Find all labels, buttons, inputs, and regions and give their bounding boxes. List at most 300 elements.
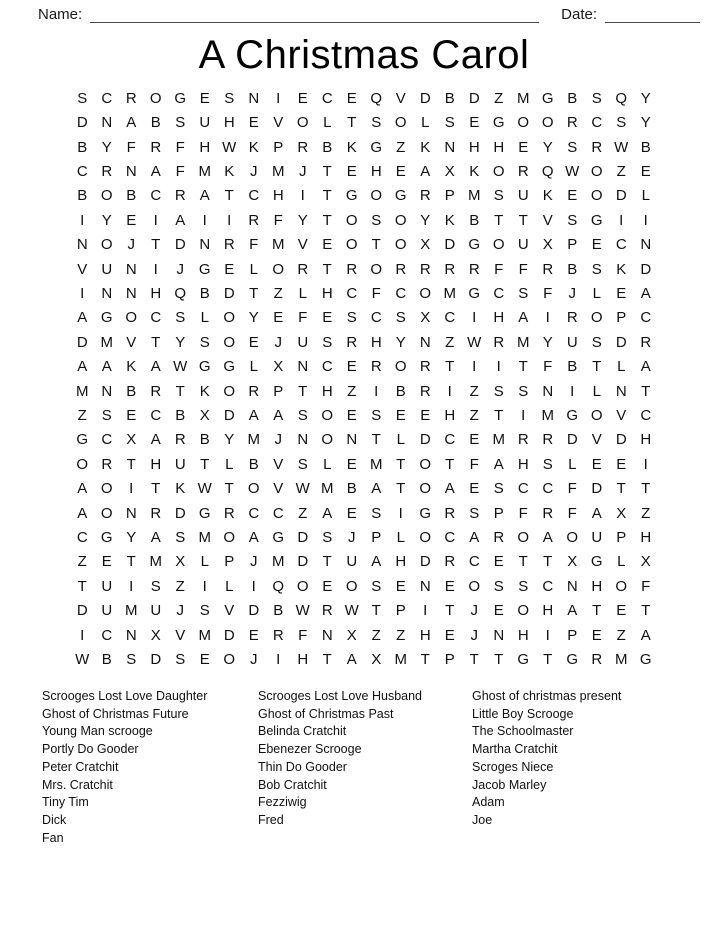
word-list-column [472, 688, 728, 848]
grid-letter: S [493, 577, 504, 595]
grid-letter: E [420, 406, 431, 424]
grid-letter: R [419, 187, 431, 205]
grid-letter: N [297, 431, 309, 449]
grid-letter: A [77, 504, 88, 522]
grid-letter: B [444, 89, 455, 107]
grid-letter: G [590, 211, 603, 229]
grid-letter: R [272, 626, 284, 644]
grid-letter: X [616, 504, 627, 522]
grid-letter: R [174, 187, 186, 205]
grid-letter: E [395, 162, 406, 180]
grid-letter: I [129, 577, 134, 595]
grid-letter: P [616, 529, 627, 547]
grid-letter: N [101, 382, 113, 400]
grid-letter: R [297, 260, 309, 278]
grid-letter: A [248, 406, 259, 424]
grid-letter: H [150, 284, 162, 302]
grid-letter: E [591, 455, 602, 473]
grid-letter: X [199, 406, 210, 424]
grid-letter: S [591, 89, 602, 107]
worksheet-header [0, 0, 728, 24]
grid-letter: Q [174, 284, 187, 302]
grid-letter: C [150, 309, 162, 327]
grid-letter: U [101, 260, 113, 278]
grid-letter: D [248, 602, 260, 620]
grid-letter: E [248, 114, 259, 132]
grid-letter: A [640, 284, 651, 302]
grid-letter: L [249, 358, 258, 376]
grid-letter: K [126, 358, 137, 376]
grid-letter: F [298, 309, 308, 327]
grid-letter: A [640, 358, 651, 376]
grid-letter: T [151, 480, 161, 498]
grid-letter: G [639, 651, 652, 669]
grid-letter: G [468, 284, 481, 302]
grid-letter: Y [640, 89, 651, 107]
grid-letter: O [566, 529, 579, 547]
grid-letter: G [272, 529, 285, 547]
grid-letter: E [101, 553, 112, 571]
grid-letter: S [199, 333, 210, 351]
grid-letter: B [77, 138, 88, 156]
word-list-item: Fezziwig [258, 795, 307, 810]
grid-letter: M [615, 651, 628, 669]
grid-letter: O [492, 236, 505, 254]
grid-letter: O [321, 406, 334, 424]
grid-letter: T [322, 260, 332, 278]
word-list-item: Young Man scrooge [42, 724, 153, 739]
grid-letter: N [566, 577, 578, 595]
grid-letter: I [472, 358, 477, 376]
grid-letter: O [419, 284, 432, 302]
grid-letter: R [591, 651, 603, 669]
grid-letter: G [541, 89, 554, 107]
grid-letter: T [445, 602, 455, 620]
grid-letter: Z [396, 626, 406, 644]
grid-letter: S [101, 406, 112, 424]
grid-letter: H [370, 162, 382, 180]
grid-letter: R [297, 138, 309, 156]
grid-letter: R [248, 211, 260, 229]
grid-letter: B [101, 651, 112, 669]
grid-letter: X [567, 553, 578, 571]
grid-letter: G [370, 138, 383, 156]
grid-letter: W [344, 602, 359, 620]
grid-letter: E [616, 602, 627, 620]
grid-letter: U [174, 455, 186, 473]
grid-letter: R [419, 260, 431, 278]
grid-letter: K [199, 382, 210, 400]
grid-letter: C [248, 187, 260, 205]
grid-letter: Q [615, 89, 628, 107]
grid-letter: K [346, 138, 357, 156]
grid-letter: D [76, 114, 88, 132]
grid-letter: O [370, 260, 383, 278]
grid-letter: O [370, 187, 383, 205]
word-list-item: Scrooges Lost Love Husband [258, 688, 422, 703]
word-list-column [258, 688, 472, 848]
grid-letter: B [248, 455, 259, 473]
grid-letter: J [176, 602, 184, 620]
grid-letter: O [149, 89, 162, 107]
grid-letter: L [323, 114, 332, 132]
grid-letter: O [223, 651, 236, 669]
grid-letter: B [395, 382, 406, 400]
grid-letter: T [445, 455, 455, 473]
grid-letter: Y [542, 333, 553, 351]
grid-letter: F [273, 211, 283, 229]
grid-letter: Z [641, 504, 651, 522]
word-list-item: Portly Do Gooder [42, 742, 139, 756]
grid-letter: A [150, 162, 161, 180]
grid-letter: E [640, 162, 651, 180]
grid-letter: X [444, 162, 455, 180]
grid-letter: S [150, 577, 161, 595]
grid-letter: E [493, 602, 504, 620]
grid-letter: D [468, 89, 480, 107]
grid-letter: R [150, 504, 162, 522]
grid-letter: R [150, 138, 162, 156]
grid-letter: F [543, 284, 553, 302]
grid-letter: R [101, 162, 113, 180]
word-list-item: Adam [472, 795, 505, 810]
grid-letter: J [250, 651, 258, 669]
grid-letter: E [346, 358, 357, 376]
grid-letter: R [101, 455, 113, 473]
grid-letter: M [149, 553, 162, 571]
grid-letter: B [567, 358, 578, 376]
grid-letter: V [591, 431, 602, 449]
grid-letter: D [615, 333, 627, 351]
grid-letter: Z [298, 504, 308, 522]
grid-letter: M [272, 553, 285, 571]
grid-letter: N [125, 260, 137, 278]
name-fill-line[interactable] [90, 8, 539, 23]
grid-letter: V [542, 211, 553, 229]
grid-letter: R [566, 114, 578, 132]
grid-letter: K [224, 162, 235, 180]
grid-letter: L [641, 187, 650, 205]
grid-letter: K [444, 211, 455, 229]
grid-letter: O [76, 455, 89, 473]
grid-letter: B [126, 187, 137, 205]
grid-letter: S [469, 504, 480, 522]
grid-letter: I [251, 577, 256, 595]
grid-letter: T [396, 455, 406, 473]
grid-letter: X [420, 309, 431, 327]
grid-letter: H [542, 602, 554, 620]
grid-letter: I [643, 455, 648, 473]
grid-letter: S [346, 309, 357, 327]
grid-letter: T [396, 480, 406, 498]
grid-letter: F [175, 162, 185, 180]
grid-letter: H [640, 431, 652, 449]
grid-letter: Z [616, 162, 626, 180]
grid-letter: L [396, 529, 405, 547]
grid-letter: S [371, 406, 382, 424]
grid-letter: G [198, 260, 211, 278]
word-list [0, 688, 728, 848]
grid-letter: T [445, 358, 455, 376]
grid-letter: E [591, 626, 602, 644]
word-list-item: Thin Do Gooder [258, 759, 347, 774]
grid-letter: D [174, 236, 186, 254]
grid-letter: E [273, 309, 284, 327]
grid-letter: W [295, 480, 310, 498]
grid-letter: B [199, 431, 210, 449]
date-fill-line[interactable] [605, 8, 700, 23]
grid-letter: A [150, 431, 161, 449]
grid-letter: A [346, 651, 357, 669]
grid-letter: P [444, 187, 455, 205]
grid-letter: R [419, 382, 431, 400]
grid-letter: C [150, 187, 162, 205]
grid-letter: S [175, 651, 186, 669]
grid-letter: S [371, 211, 382, 229]
grid-letter: T [518, 358, 528, 376]
grid-letter: M [468, 187, 481, 205]
grid-letter: A [493, 455, 504, 473]
grid-letter: C [346, 284, 358, 302]
grid-letter: K [469, 162, 480, 180]
grid-letter: V [273, 455, 284, 473]
grid-letter: W [467, 333, 482, 351]
grid-letter: G [76, 431, 89, 449]
grid-letter: H [591, 577, 603, 595]
grid-letter: O [419, 529, 432, 547]
grid-letter: G [345, 187, 358, 205]
grid-letter: S [493, 480, 504, 498]
word-list-item: Peter Cratchit [42, 759, 119, 774]
grid-letter: S [77, 89, 88, 107]
grid-letter: N [321, 626, 333, 644]
grid-letter: L [592, 382, 601, 400]
grid-letter: E [346, 89, 357, 107]
grid-letter: T [347, 114, 357, 132]
grid-letter: I [423, 602, 428, 620]
grid-letter: V [273, 114, 284, 132]
grid-letter: U [101, 577, 113, 595]
grid-letter: E [322, 309, 333, 327]
grid-letter: T [175, 382, 185, 400]
grid-letter: O [394, 236, 407, 254]
grid-letter: S [493, 187, 504, 205]
grid-letter: S [591, 333, 602, 351]
grid-letter: F [249, 236, 259, 254]
grid-letter: C [444, 431, 456, 449]
grid-letter: E [322, 236, 333, 254]
grid-letter: R [223, 236, 235, 254]
grid-letter: T [151, 333, 161, 351]
grid-letter: O [590, 406, 603, 424]
grid-letter: O [125, 309, 138, 327]
grid-letter: J [470, 626, 478, 644]
grid-letter: W [614, 138, 629, 156]
grid-letter: S [518, 382, 529, 400]
grid-letter: S [518, 284, 529, 302]
grid-letter: B [469, 211, 480, 229]
grid-letter: P [444, 651, 455, 669]
grid-letter: Q [541, 162, 554, 180]
grid-letter: T [371, 602, 381, 620]
grid-letter: Y [101, 211, 112, 229]
grid-letter: B [199, 284, 210, 302]
grid-letter: H [444, 406, 456, 424]
grid-letter: M [125, 602, 138, 620]
grid-letter: M [247, 431, 260, 449]
grid-letter: N [419, 333, 431, 351]
grid-letter: R [370, 358, 382, 376]
grid-letter: R [542, 260, 554, 278]
grid-letter: E [199, 89, 210, 107]
grid-letter: L [249, 260, 258, 278]
grid-letter: S [567, 211, 578, 229]
grid-letter: F [567, 504, 577, 522]
grid-letter: A [273, 406, 284, 424]
grid-letter: R [591, 138, 603, 156]
grid-letter: V [297, 236, 308, 254]
grid-letter: O [394, 211, 407, 229]
grid-letter: I [643, 211, 648, 229]
grid-letter: D [419, 89, 431, 107]
grid-letter: D [419, 431, 431, 449]
grid-letter: W [222, 138, 237, 156]
grid-letter: N [125, 504, 137, 522]
grid-letter: T [518, 553, 528, 571]
grid-letter: O [296, 114, 309, 132]
grid-letter: T [200, 455, 210, 473]
grid-letter: W [197, 480, 212, 498]
grid-letter: D [76, 602, 88, 620]
grid-letter: C [444, 529, 456, 547]
grid-letter: X [371, 651, 382, 669]
grid-letter: S [224, 89, 235, 107]
grid-letter: N [248, 89, 260, 107]
grid-letter: O [296, 577, 309, 595]
grid-letter: D [640, 260, 652, 278]
grid-letter: E [322, 577, 333, 595]
grid-letter: E [567, 187, 578, 205]
grid-letter: D [419, 553, 431, 571]
grid-letter: O [100, 236, 113, 254]
grid-letter: O [517, 114, 530, 132]
grid-letter: K [616, 260, 627, 278]
grid-letter: R [640, 333, 652, 351]
grid-letter: E [591, 236, 602, 254]
grid-letter: M [100, 333, 113, 351]
word-list-item: Scrooges Lost Love Daughter [42, 688, 208, 703]
grid-letter: R [223, 504, 235, 522]
grid-letter: O [100, 480, 113, 498]
grid-letter: N [493, 626, 505, 644]
grid-letter: L [225, 577, 234, 595]
grid-letter: G [566, 406, 579, 424]
grid-letter: G [198, 504, 211, 522]
word-list-item: Ghost of Christmas Past [258, 706, 394, 721]
grid-letter: E [444, 626, 455, 644]
grid-letter: A [248, 529, 259, 547]
grid-letter: B [175, 406, 186, 424]
grid-letter: A [199, 187, 210, 205]
grid-letter: U [346, 553, 358, 571]
word-list-item: Jacob Marley [472, 777, 547, 792]
grid-letter: T [543, 553, 553, 571]
grid-letter: U [591, 529, 603, 547]
grid-letter: J [127, 236, 135, 254]
grid-letter: T [420, 651, 430, 669]
grid-letter: O [615, 577, 628, 595]
grid-letter: X [346, 626, 357, 644]
grid-letter: C [517, 480, 529, 498]
grid-letter: F [567, 480, 577, 498]
grid-letter: T [592, 602, 602, 620]
grid-letter: L [200, 309, 209, 327]
grid-letter: N [125, 284, 137, 302]
grid-letter: I [227, 211, 232, 229]
grid-letter: C [272, 504, 284, 522]
grid-letter: H [297, 651, 309, 669]
grid-letter: H [199, 138, 211, 156]
grid-letter: O [419, 455, 432, 473]
grid-letter: H [223, 114, 235, 132]
grid-letter: P [273, 382, 284, 400]
grid-letter: T [298, 382, 308, 400]
grid-letter: Z [77, 553, 87, 571]
grid-letter: Y [542, 138, 553, 156]
grid-letter: Z [616, 626, 626, 644]
grid-letter: D [223, 284, 235, 302]
grid-letter: E [248, 333, 259, 351]
grid-letter: J [299, 162, 307, 180]
grid-letter: A [444, 480, 455, 498]
grid-letter: O [517, 529, 530, 547]
grid-letter: G [517, 651, 530, 669]
grid-letter: G [566, 651, 579, 669]
grid-letter: X [273, 358, 284, 376]
grid-letter: J [274, 431, 282, 449]
grid-letter: C [444, 309, 456, 327]
grid-letter: C [101, 89, 113, 107]
grid-letter: L [617, 358, 626, 376]
grid-letter: Z [494, 89, 504, 107]
grid-letter: E [199, 651, 210, 669]
grid-letter: M [394, 651, 407, 669]
grid-letter: L [568, 455, 577, 473]
grid-letter: O [223, 382, 236, 400]
grid-letter: I [153, 211, 158, 229]
grid-letter: E [444, 577, 455, 595]
grid-letter: S [126, 651, 137, 669]
grid-letter: I [545, 309, 550, 327]
grid-letter: I [496, 358, 501, 376]
grid-letter: G [100, 309, 113, 327]
grid-letter: Z [469, 406, 479, 424]
grid-letter: N [101, 284, 113, 302]
grid-letter: E [126, 211, 137, 229]
grid-letter: J [348, 529, 356, 547]
grid-letter: Y [224, 431, 235, 449]
grid-letter: Y [126, 529, 137, 547]
grid-letter: F [298, 626, 308, 644]
grid-letter: C [640, 309, 652, 327]
grid-letter: T [371, 431, 381, 449]
grid-letter: B [567, 260, 578, 278]
grid-letter: E [224, 260, 235, 278]
grid-letter: H [468, 138, 480, 156]
grid-letter: I [447, 382, 452, 400]
grid-letter: R [493, 529, 505, 547]
grid-letter: N [125, 162, 137, 180]
